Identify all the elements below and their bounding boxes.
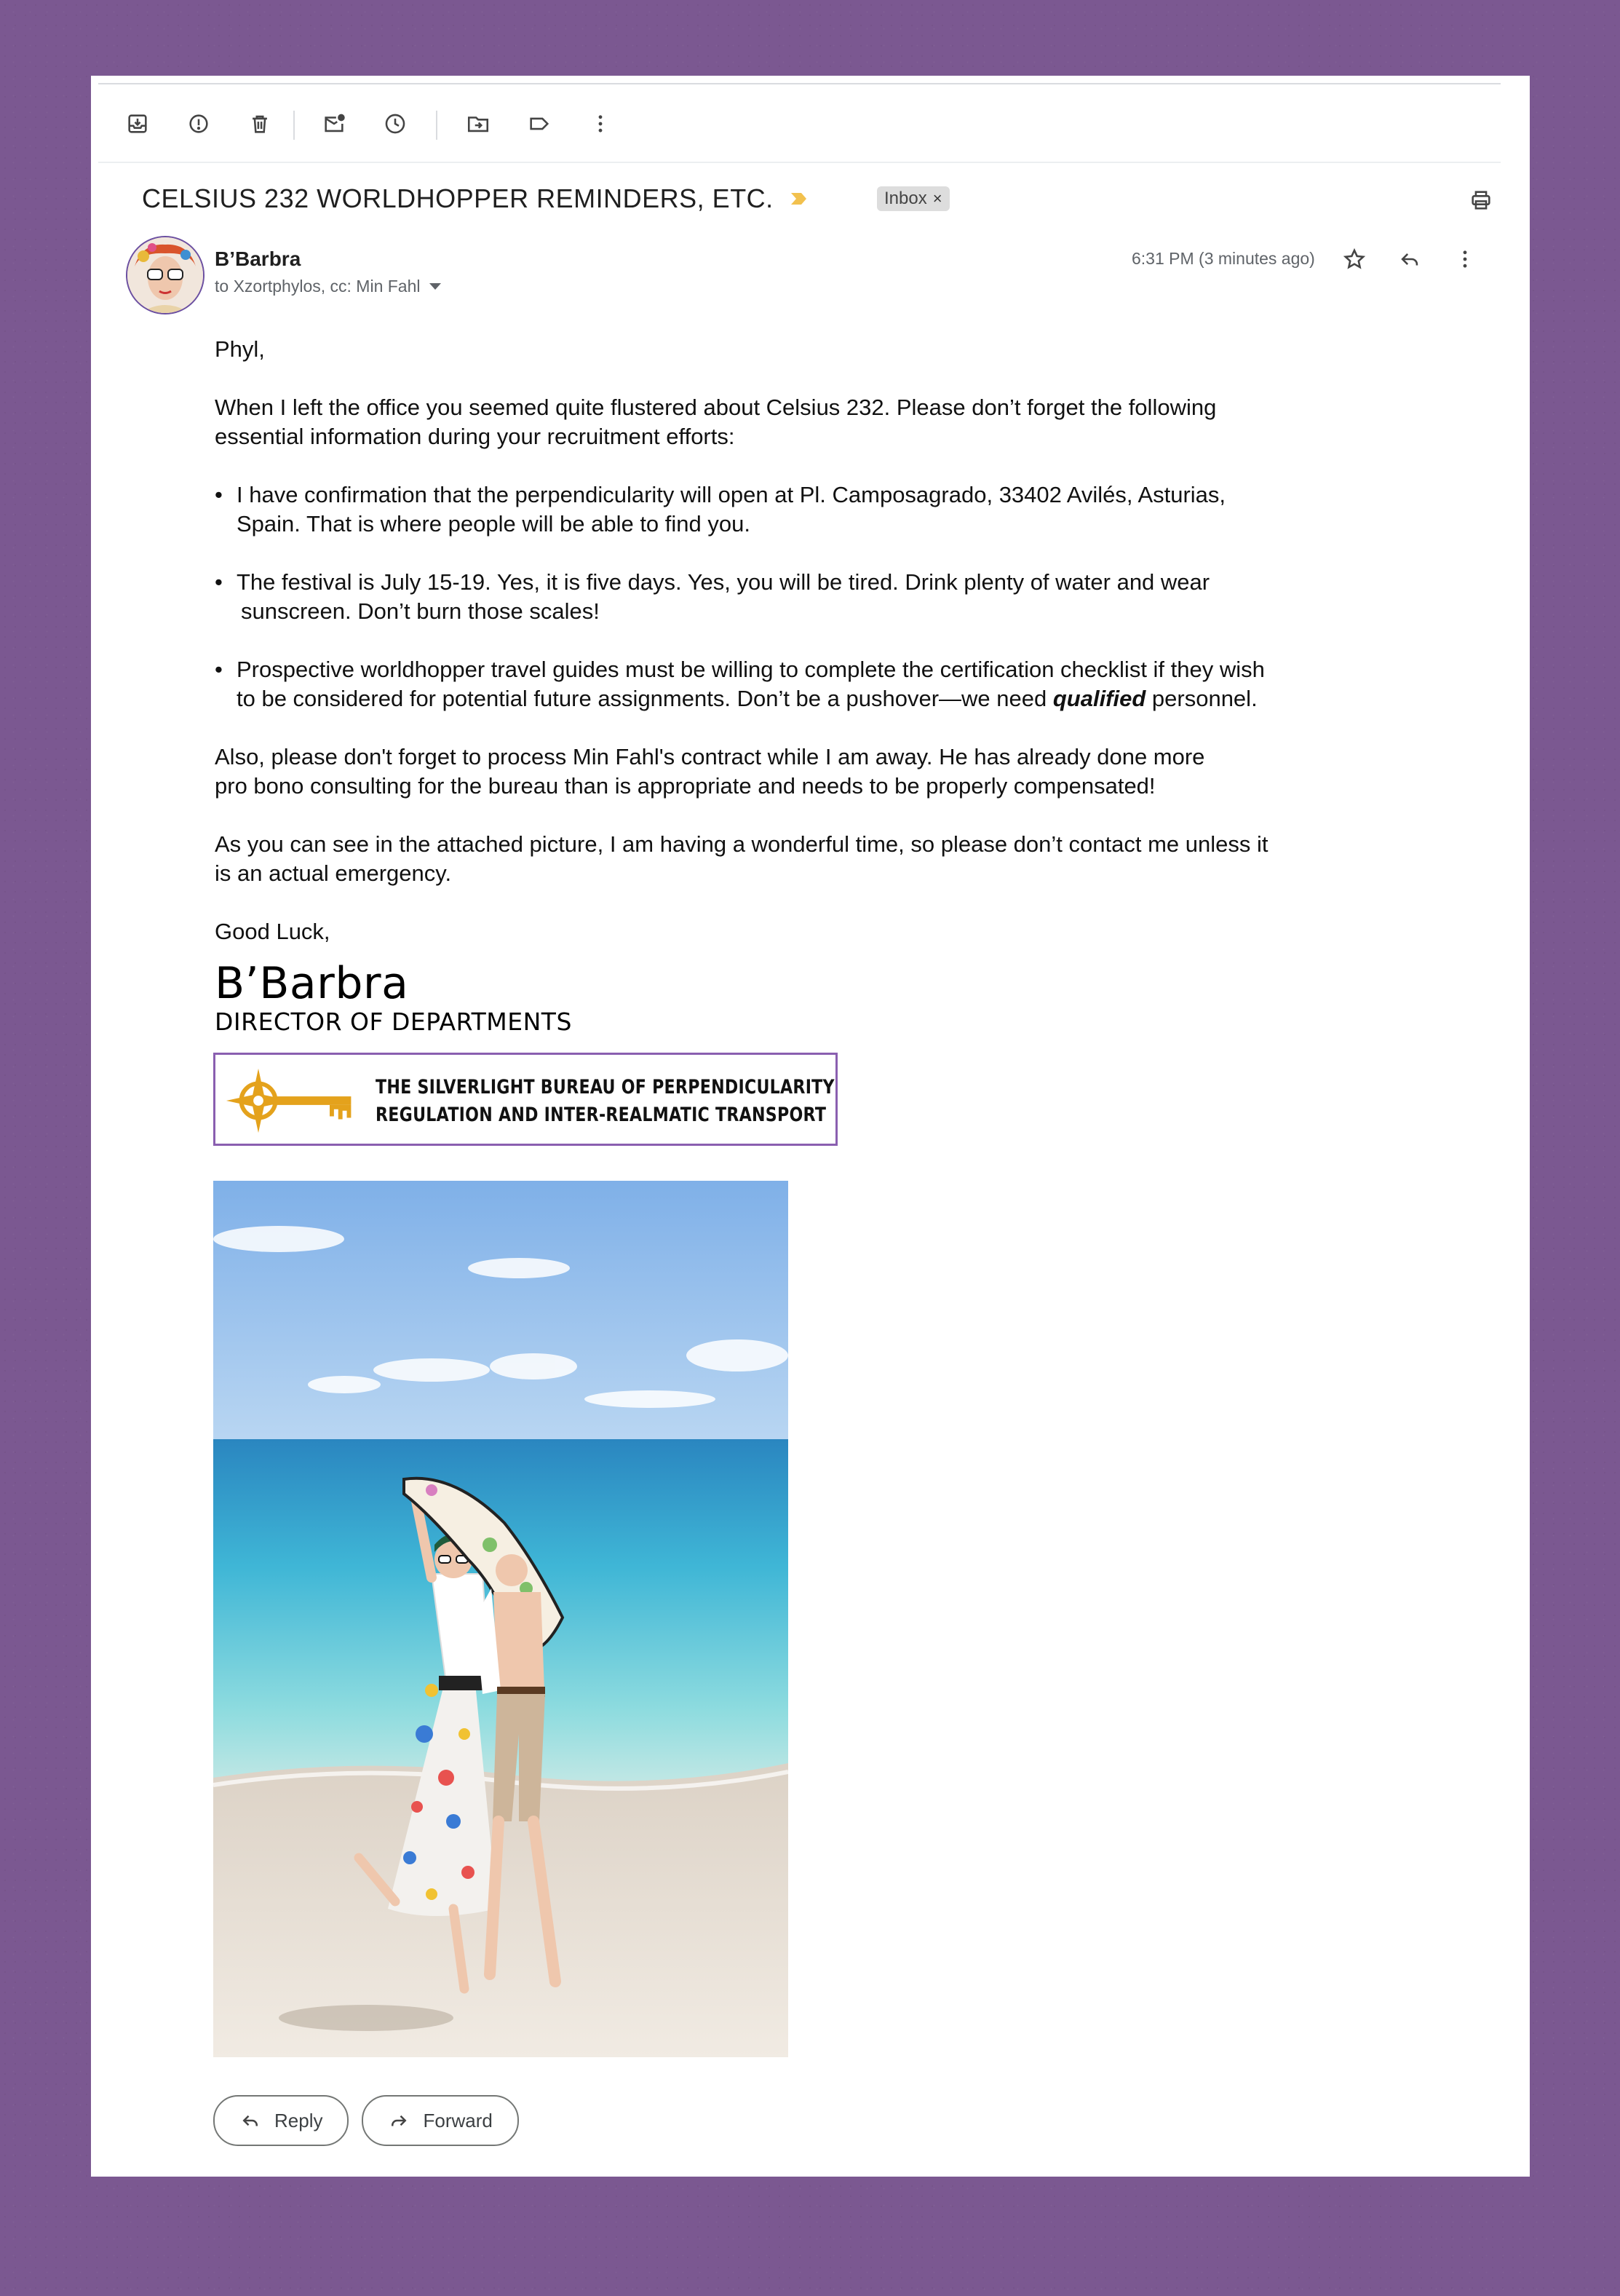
forward-button[interactable] [362,2095,518,2146]
reply-button[interactable] [213,2095,349,2146]
report-spam-icon[interactable] [178,103,219,144]
email-subject: CELSIUS 232 WORLDHOPPER REMINDERS, ETC. [142,183,774,213]
timestamp: 6:31 PM (3 minutes ago) [1132,249,1315,268]
text-run: to be considered for potential future assignments. Don’t be a pushover—we need [237,686,1053,711]
closing: Good Luck, [215,919,330,944]
snooze-icon[interactable] [375,103,416,144]
toolbar-separator [293,111,295,140]
recipients-text: to Xzortphylos, cc: Min Fahl [215,277,421,296]
email-body [215,335,1379,946]
signature-title: DIRECTOR OF DEPARTMENTS [215,1008,572,1036]
paragraph-line: essential information during your recruitment efforts: [215,424,735,449]
label-chip-text: Inbox [884,189,927,208]
org-name [376,1074,835,1129]
bullet-line: Spain. That is where people will be able to find you. [237,511,750,537]
message-actions [213,2095,519,2146]
bullet-line: • Prospective worldhopper travel guides must be willing to complete the certification checklist if they wish [237,657,1265,682]
label-icon[interactable] [519,103,560,144]
emphasis-text: qualified [1052,686,1146,711]
bullet-item [215,655,1379,713]
more-vert-icon[interactable] [580,103,621,144]
sender-name: B’Barbra [215,248,301,270]
org-banner [213,1053,838,1146]
more-vert-icon[interactable] [1448,242,1482,277]
paragraph-line: pro bono consulting for the bureau than is appropriate and needs to be properly compensated! [215,773,1156,799]
beach-photo-image [213,1181,788,2057]
divider [98,83,1501,84]
org-line: THE SILVERLIGHT BUREAU OF PERPENDICULARITY [376,1076,835,1098]
paragraph-line: Also, please don't forget to process Min Fahl's contract while I am away. He has already done more [215,744,1205,769]
reply-icon [239,2110,261,2131]
greeting: Phyl, [215,336,265,362]
paragraph-line: As you can see in the attached picture, I am having a wonderful time, so please don’t contact me unless it [215,831,1268,857]
text-run: personnel. [1145,686,1258,711]
key-logo-icon [223,1061,365,1141]
toolbar [98,92,1501,163]
email-sheet [91,76,1530,2177]
print-icon[interactable] [1464,183,1498,217]
bullet-line: • I have confirmation that the perpendicularity will open at Pl. Camposagrado, 33402 Avilés, Asturias, [237,482,1226,507]
bullet-line: • The festival is July 15-19. Yes, it is five days. Yes, you will be tired. Drink plenty of water and wear [237,569,1210,595]
reply-icon[interactable] [1392,242,1427,277]
remove-label-icon[interactable]: × [932,189,942,207]
signature-name: B’Barbra [215,958,409,1009]
move-to-icon[interactable] [458,103,499,144]
forward-label: Forward [423,2109,493,2131]
subject-row [142,179,1501,223]
archive-icon[interactable] [117,103,158,144]
org-line: REGULATION AND INTER-REALMATIC TRANSPORT [376,1104,827,1126]
mark-unread-icon[interactable] [314,103,354,144]
bullet-line [237,684,1379,713]
toolbar-separator [436,111,437,140]
bullet-line: sunscreen. Don’t burn those scales! [241,598,600,624]
star-icon[interactable] [1337,242,1372,277]
recipients-toggle[interactable] [215,277,441,296]
label-chip-inbox[interactable] [877,186,950,211]
bullet-item [215,480,1379,539]
reply-label: Reply [274,2109,323,2131]
chevron-down-icon[interactable] [429,283,441,290]
delete-icon[interactable] [239,103,280,144]
forward-icon [388,2110,410,2131]
attached-photo[interactable] [213,1181,788,2057]
bullet-item [215,568,1379,626]
avatar[interactable] [126,236,205,314]
paragraph-line: When I left the office you seemed quite flustered about Celsius 232. Please don’t forget the following [215,395,1217,420]
importance-marker-icon[interactable] [790,191,809,207]
paragraph-line: is an actual emergency. [215,860,452,886]
